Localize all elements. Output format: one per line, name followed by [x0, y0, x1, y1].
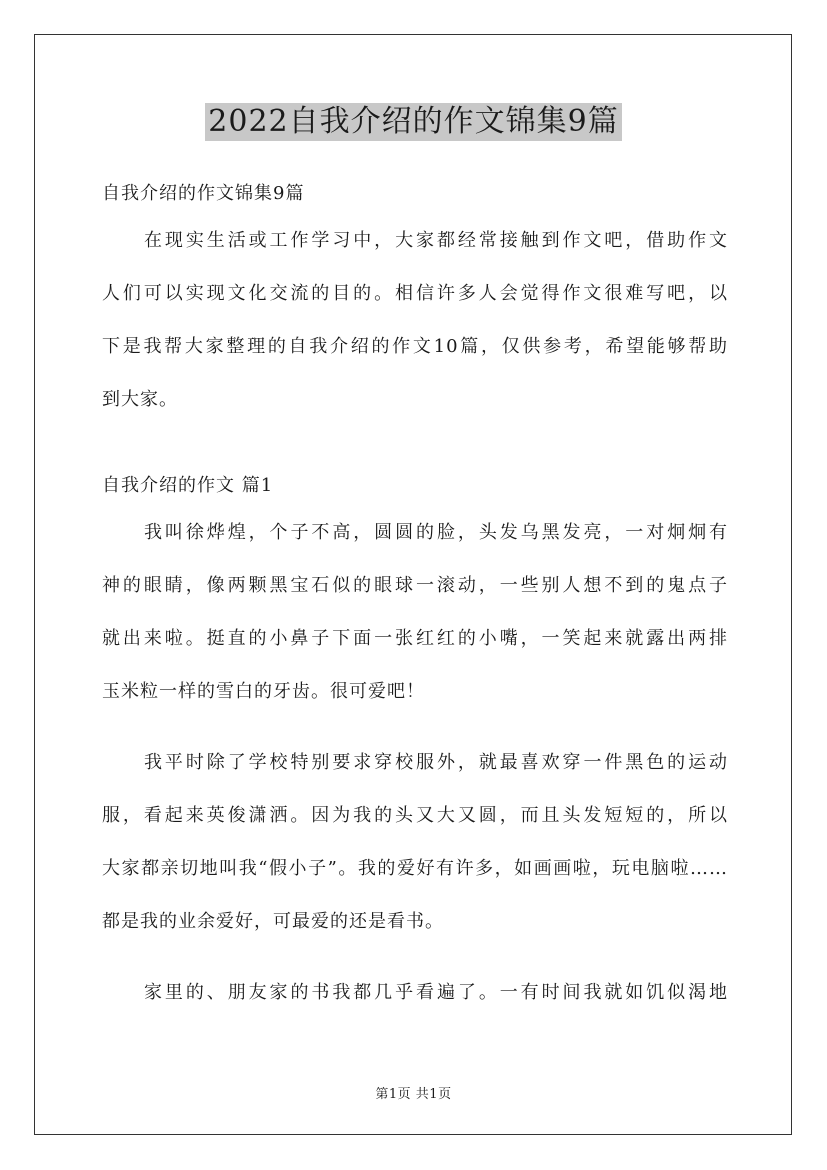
text-line: 在现实生活或工作学习中，大家都经常接触到作文吧，借助作文	[144, 230, 728, 251]
paragraph-1	[102, 506, 728, 718]
text-line: 我平时除了学校特别要求穿校服外，就最喜欢穿一件黑色的运动	[144, 752, 728, 773]
text-line: 神的眼睛，像两颗黑宝石似的眼球一滚动，一些别人想不到的鬼点子	[102, 575, 728, 596]
text-line: 到大家。	[102, 389, 178, 410]
text-line: 我叫徐烨煌，个子不高，圆圆的脸，头发乌黑发亮，一对炯炯有	[144, 522, 728, 543]
document-title: 2022自我介绍的作文锦集9篇	[205, 103, 621, 141]
text-line: 玉米粒一样的雪白的牙齿。很可爱吧！	[102, 681, 425, 702]
text-line: 人们可以实现文化交流的目的。相信许多人会觉得作文很难写吧，以	[102, 283, 728, 304]
text-line: 服，看起来英俊潇洒。因为我的头又大又圆，而且头发短短的，所以	[102, 805, 728, 826]
text-line: 家里的、朋友家的书我都几乎看遍了。一有时间我就如饥似渴地	[144, 982, 728, 1003]
page-footer: 第1页 共1页	[375, 1087, 452, 1102]
text-line: 下是我帮大家整理的自我介绍的作文10篇，仅供参考，希望能够帮助	[102, 336, 728, 357]
document-body	[102, 174, 728, 1037]
section-heading: 自我介绍的作文 篇1	[102, 475, 274, 496]
subtitle: 自我介绍的作文锦集9篇	[102, 183, 305, 204]
text-line: 都是我的业余爱好，可最爱的还是看书。	[102, 911, 444, 932]
intro-paragraph	[102, 214, 728, 426]
text-line: 大家都亲切地叫我“假小子”。我的爱好有许多，如画画啦，玩电脑啦……	[102, 858, 728, 879]
paragraph-2	[102, 736, 728, 948]
paragraph-3	[102, 966, 728, 1019]
text-line: 就出来啦。挺直的小鼻子下面一张红红的小嘴，一笑起来就露出两排	[102, 628, 728, 649]
title-container	[0, 103, 827, 141]
